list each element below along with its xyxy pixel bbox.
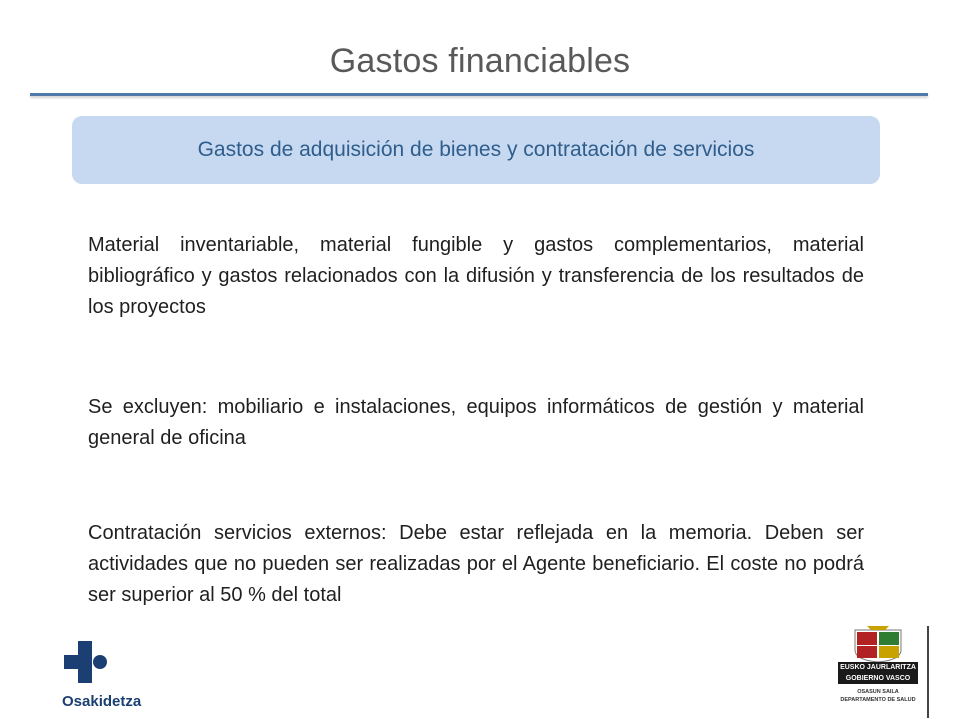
department-line1: OSASUN SAILA xyxy=(857,689,899,695)
basque-government-crest-icon xyxy=(847,626,909,662)
osakidetza-logo-text: Osakidetza xyxy=(62,693,142,710)
osakidetza-logo-icon xyxy=(64,641,108,685)
paragraph-material: Material inventariable, material fungible y gastos complementarios, material bibliográfico y gastos relacionados con la difusión y transferencia de los resultados de los proyectos xyxy=(88,234,864,318)
paragraph-external-services: Contratación servicios externos: Debe estar reflejada en la memoria. Deben ser actividades que no pueden ser realizadas por el Agente beneficiario. El coste no podrá ser superior al 50 % del total xyxy=(88,522,864,606)
title-divider xyxy=(30,93,928,96)
logo-divider xyxy=(927,626,929,718)
basque-government-band xyxy=(838,662,918,684)
section-banner-label: Gastos de adquisición de bienes y contratación de servicios xyxy=(197,138,755,161)
basque-government-line1: EUSKO JAURLARITZA xyxy=(840,664,916,671)
department-line2: DEPARTAMENTO DE SALUD xyxy=(840,697,916,703)
basque-government-line2: GOBIERNO VASCO xyxy=(845,675,911,682)
basque-government-logo xyxy=(838,626,918,718)
paragraph-exclusions: Se excluyen: mobiliario e instalaciones, equipos informáticos de gestión y material general de oficina xyxy=(88,396,864,449)
section-banner xyxy=(72,116,880,184)
health-department-label xyxy=(838,688,918,704)
slide-title: Gastos financiables xyxy=(329,42,631,80)
osakidetza-logo xyxy=(62,641,172,711)
